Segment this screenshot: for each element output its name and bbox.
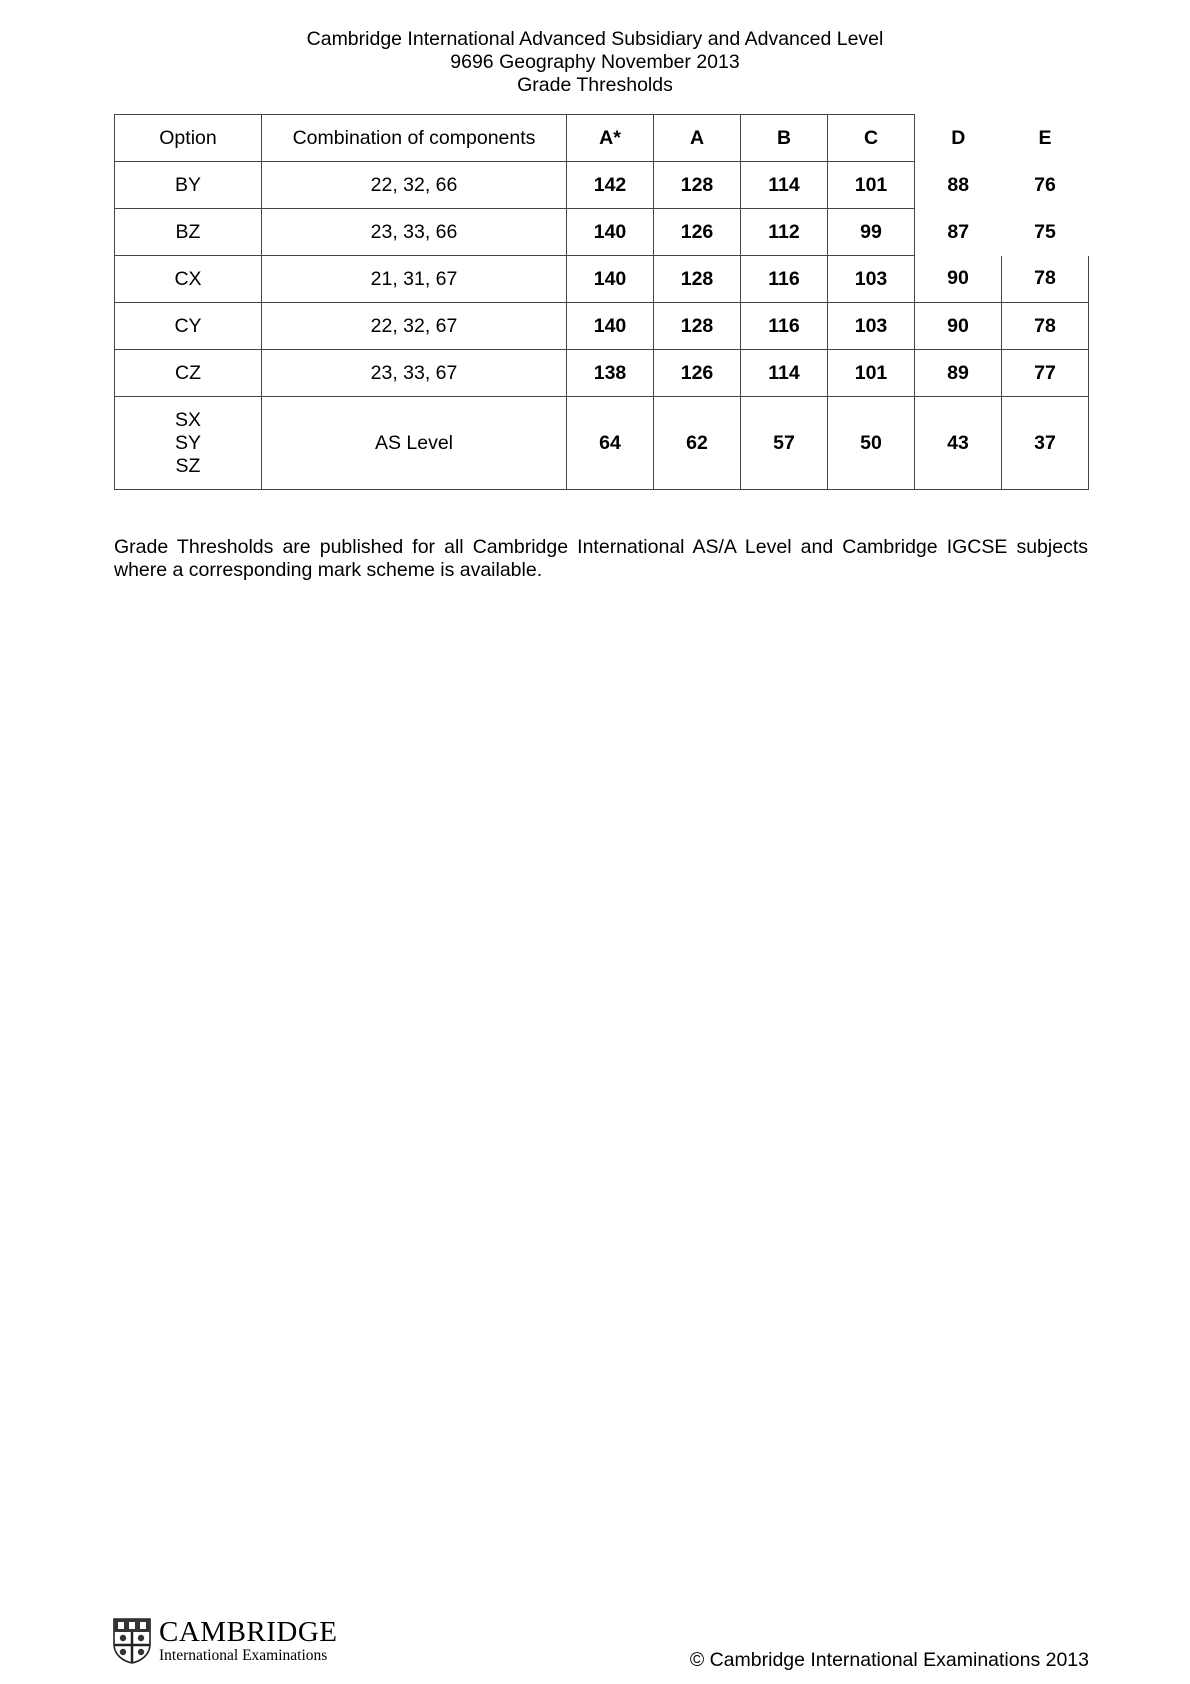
threshold-e: 78	[1002, 256, 1089, 303]
logo-subtitle: International Examinations	[159, 1646, 328, 1664]
threshold-d: 87	[915, 209, 1002, 256]
publication-note: Grade Thresholds are published for all Cambridge International AS/A Level and Cambridge IGCSE subjects where a corresponding mark scheme is available.	[114, 536, 1088, 581]
threshold-d: 89	[915, 350, 1002, 397]
threshold-e: 78	[1002, 303, 1089, 350]
components-cell: 22, 32, 67	[262, 303, 567, 350]
threshold-a: 128	[654, 162, 741, 209]
components-cell: 23, 33, 66	[262, 209, 567, 256]
table-row	[115, 256, 1089, 303]
threshold-e: 77	[1002, 350, 1089, 397]
threshold-b: 112	[741, 209, 828, 256]
threshold-a: 128	[654, 256, 741, 303]
components-cell: 23, 33, 67	[262, 350, 567, 397]
col-header-a: A	[654, 115, 741, 162]
threshold-c: 50	[828, 397, 915, 490]
option-cell: CY	[115, 303, 262, 350]
col-header-components: Combination of components	[262, 115, 567, 162]
components-cell: AS Level	[262, 397, 567, 490]
table-row	[115, 162, 1089, 209]
logo-wordmark: CAMBRIDGE	[159, 1615, 338, 1648]
components-cell: 22, 32, 66	[262, 162, 567, 209]
document-header	[0, 28, 1190, 97]
col-header-a-star: A*	[567, 115, 654, 162]
table-row-as-level	[115, 397, 1089, 490]
table-row	[115, 209, 1089, 256]
threshold-b: 116	[741, 256, 828, 303]
option-cell: BZ	[115, 209, 262, 256]
threshold-c: 99	[828, 209, 915, 256]
copyright-notice: © Cambridge International Examinations 2013	[689, 1649, 1089, 1671]
threshold-a: 62	[654, 397, 741, 490]
table-row	[115, 303, 1089, 350]
option-cell-as	[115, 397, 262, 490]
threshold-e: 75	[1034, 220, 1056, 243]
threshold-c: 103	[828, 303, 915, 350]
col-header-e: E	[1038, 126, 1052, 149]
option-sz: SZ	[175, 454, 201, 477]
threshold-b: 114	[741, 162, 828, 209]
components-cell: 21, 31, 67	[262, 256, 567, 303]
option-sx: SX	[174, 408, 201, 431]
threshold-c: 103	[828, 256, 915, 303]
threshold-e: 76	[1034, 173, 1056, 196]
header-subject: 9696 Geography November 2013	[450, 51, 740, 73]
threshold-a-star: 138	[567, 350, 654, 397]
option-cell: CZ	[115, 350, 262, 397]
option-cell: BY	[115, 162, 262, 209]
threshold-d: 90	[915, 303, 1002, 350]
table-header-row	[115, 115, 1089, 162]
threshold-a: 126	[654, 209, 741, 256]
threshold-a-star: 64	[567, 397, 654, 490]
threshold-b: 114	[741, 350, 828, 397]
threshold-c: 101	[828, 162, 915, 209]
option-sy: SY	[174, 431, 201, 454]
header-title: Cambridge International Advanced Subsidiary and Advanced Level	[306, 28, 884, 50]
threshold-d: 88	[915, 162, 1002, 209]
col-header-option: Option	[115, 115, 262, 162]
table-row	[115, 350, 1089, 397]
grade-thresholds-table	[114, 114, 1089, 490]
threshold-c: 101	[828, 350, 915, 397]
col-header-c: C	[828, 115, 915, 162]
header-subtitle: Grade Thresholds	[517, 74, 673, 96]
option-cell: CX	[115, 256, 262, 303]
threshold-b: 57	[741, 397, 828, 490]
threshold-e: 37	[1002, 397, 1089, 490]
threshold-a: 126	[654, 350, 741, 397]
cambridge-logo	[113, 1616, 338, 1666]
threshold-a-star: 140	[567, 209, 654, 256]
threshold-a-star: 140	[567, 256, 654, 303]
threshold-d: 90	[915, 256, 1002, 303]
threshold-a-star: 142	[567, 162, 654, 209]
threshold-a-star: 140	[567, 303, 654, 350]
threshold-a: 128	[654, 303, 741, 350]
threshold-d: 43	[915, 397, 1002, 490]
col-header-d: D	[915, 115, 1002, 162]
col-header-b: B	[741, 115, 828, 162]
cambridge-shield-icon	[113, 1618, 151, 1664]
threshold-b: 116	[741, 303, 828, 350]
